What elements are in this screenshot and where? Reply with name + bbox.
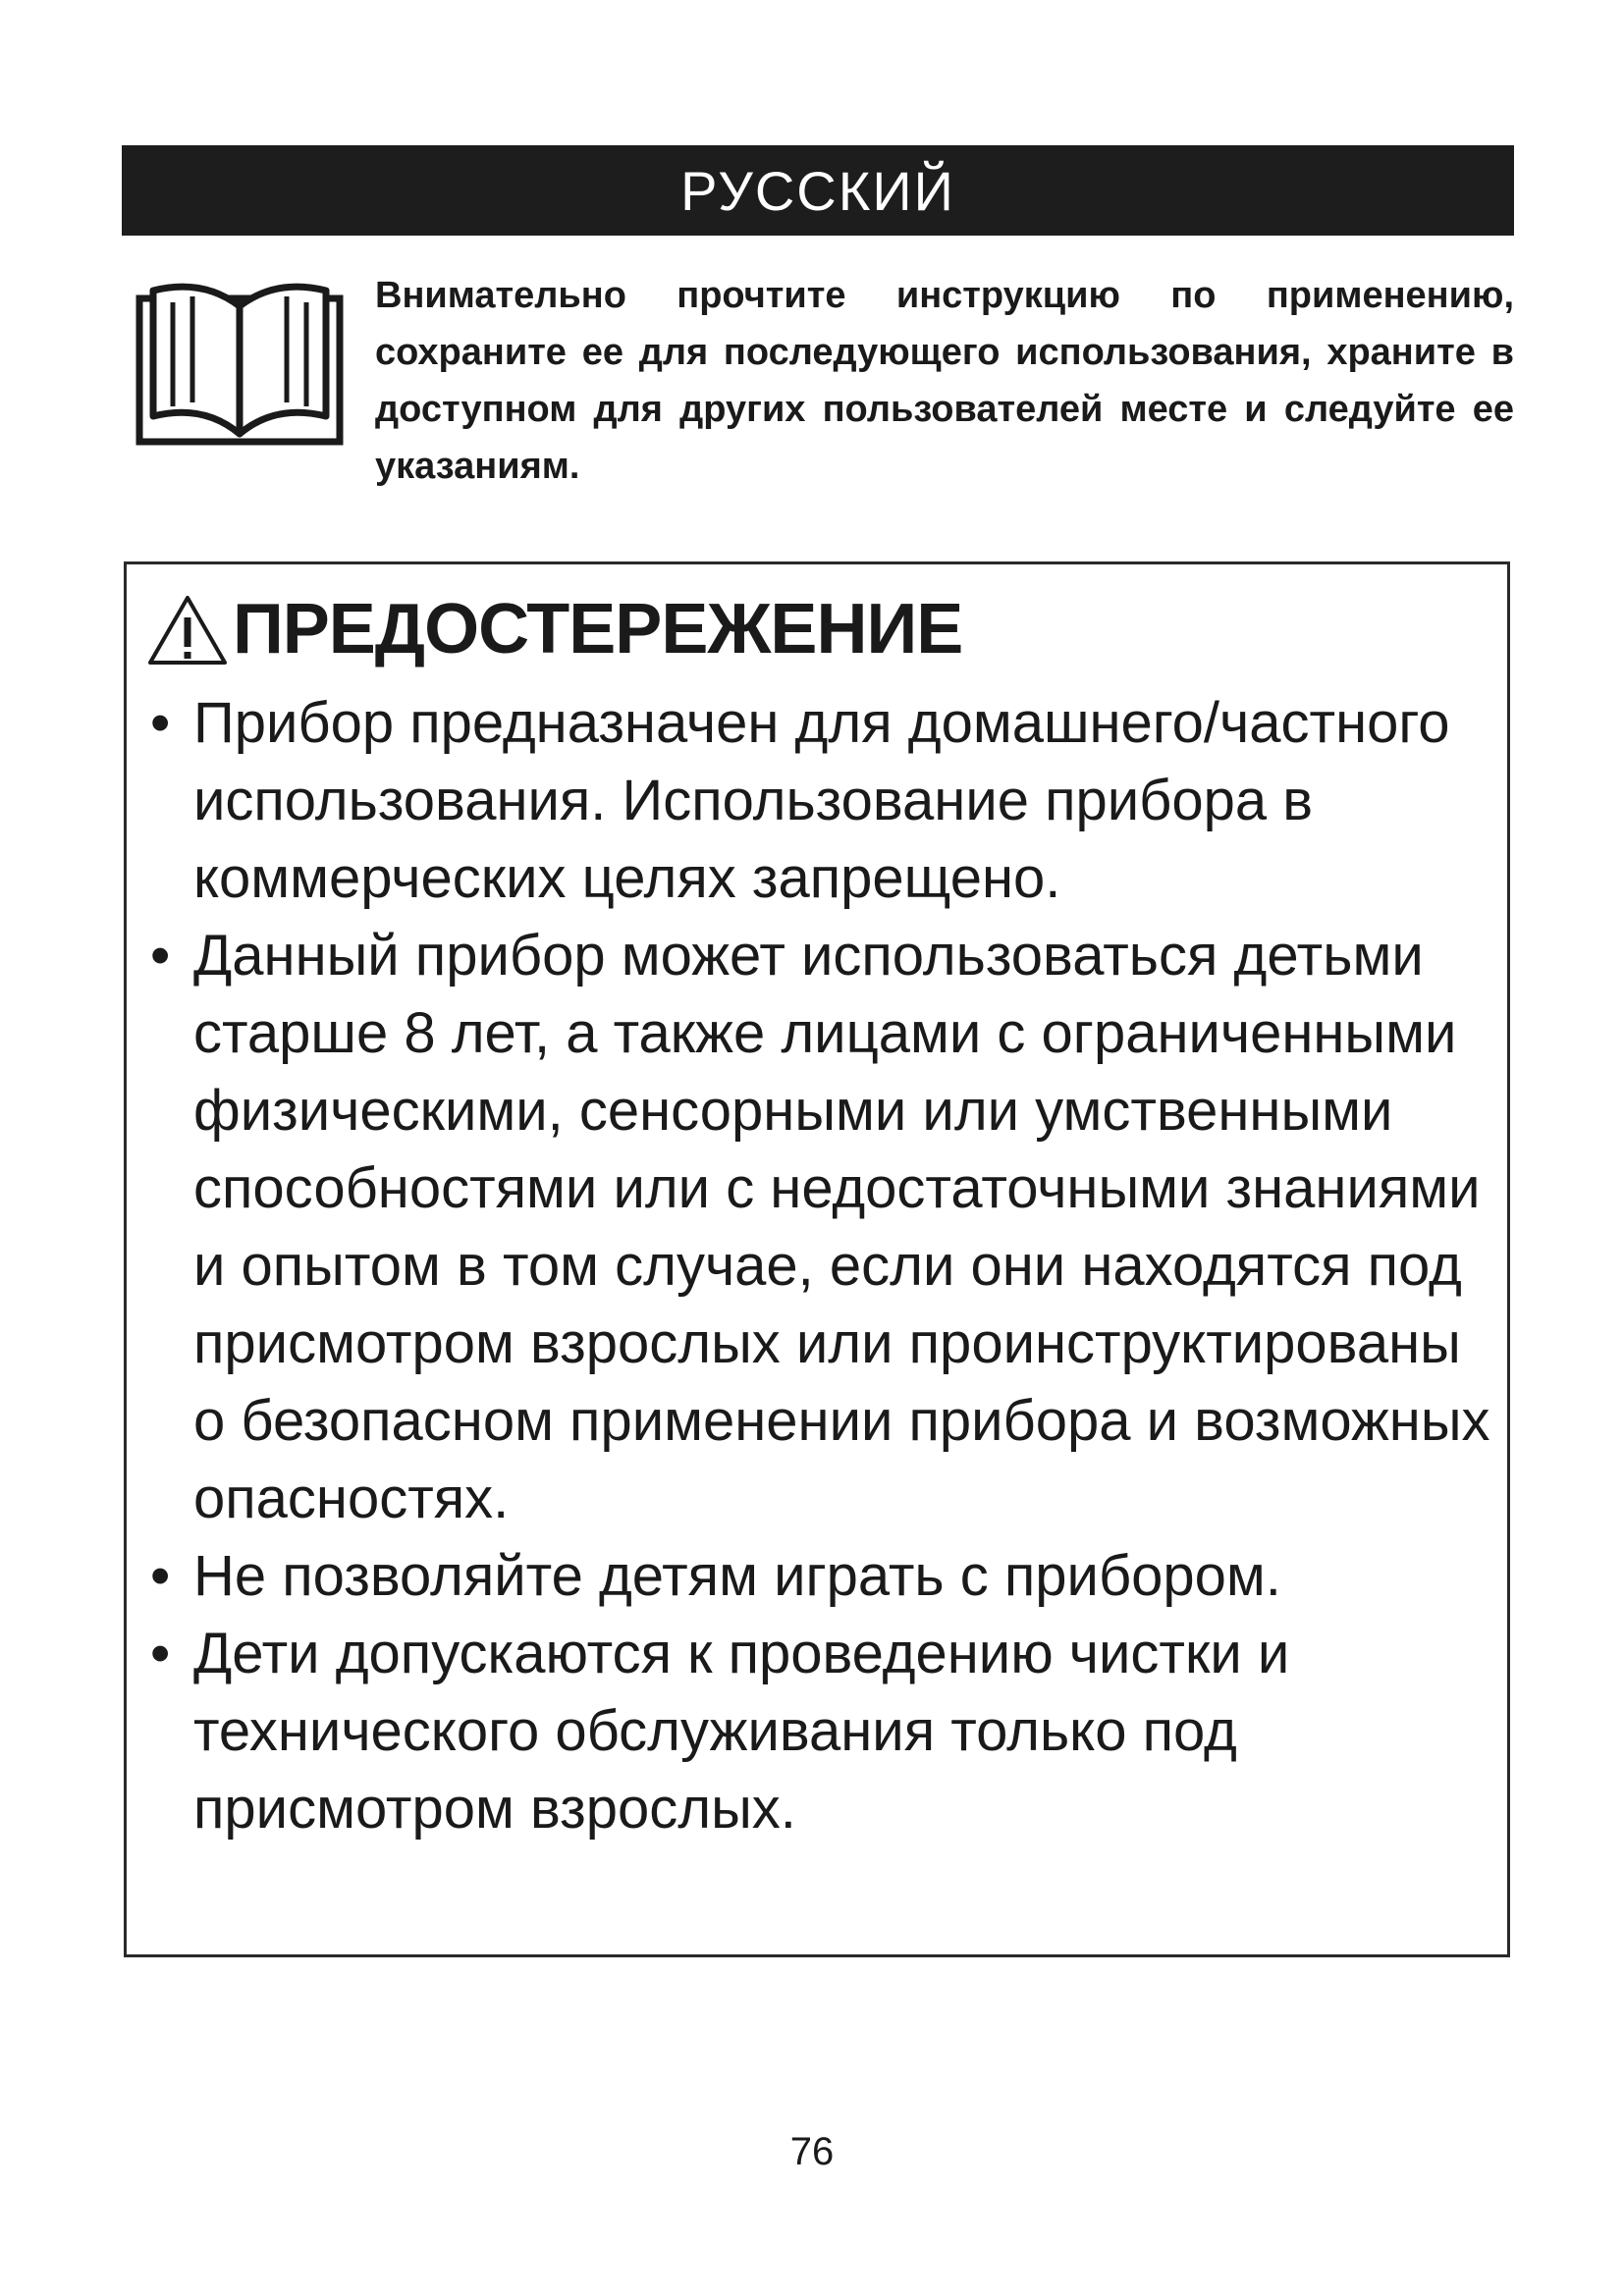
language-header bbox=[122, 145, 1514, 236]
language-title: РУССКИЙ bbox=[680, 159, 955, 222]
list-item-text: Не позволяйте детям играть с прибором. bbox=[193, 1544, 1281, 1608]
list-item-text: Данный прибор может использоваться детьми старше 8 лет, а также лицами с ограниченными физическими, сенсорными или умственными способностями или с недостаточными знаниями и опытом в том случае, если они находятся под присмотром взрослых или проинструктированы о безопасном применении прибора и возможных опасностях. bbox=[193, 924, 1490, 1530]
list-item-text: Прибор предназначен для домашнего/частного использования. Использование прибора в коммерческих целях запрещено. bbox=[193, 691, 1450, 910]
bullet: • bbox=[150, 1622, 171, 1685]
list-item bbox=[144, 1615, 1499, 1847]
warning-title: ПРЕДОСТЕРЕЖЕНИЕ bbox=[233, 590, 963, 668]
intro-text: Внимательно прочтите инструкцию по применению, сохраните ее для последующего использования, храните в доступном для других пользователей месте и следуйте ее указаниям. bbox=[375, 275, 1514, 487]
list-item bbox=[144, 917, 1499, 1537]
warning-box bbox=[124, 561, 1510, 1957]
warning-triangle-icon bbox=[146, 592, 229, 667]
list-item bbox=[144, 1537, 1499, 1615]
warning-heading bbox=[146, 588, 962, 670]
bullet: • bbox=[150, 924, 171, 988]
bullet: • bbox=[150, 691, 171, 755]
warning-list bbox=[144, 684, 1499, 1847]
list-item bbox=[144, 684, 1499, 917]
bullet: • bbox=[150, 1544, 171, 1608]
list-item-text: Дети допускаются к проведению чистки и технического обслуживания только под присмотром взрослых. bbox=[193, 1622, 1290, 1841]
page-number: 76 bbox=[789, 2130, 835, 2173]
intro-section bbox=[122, 263, 1514, 499]
open-book-icon bbox=[135, 269, 344, 446]
